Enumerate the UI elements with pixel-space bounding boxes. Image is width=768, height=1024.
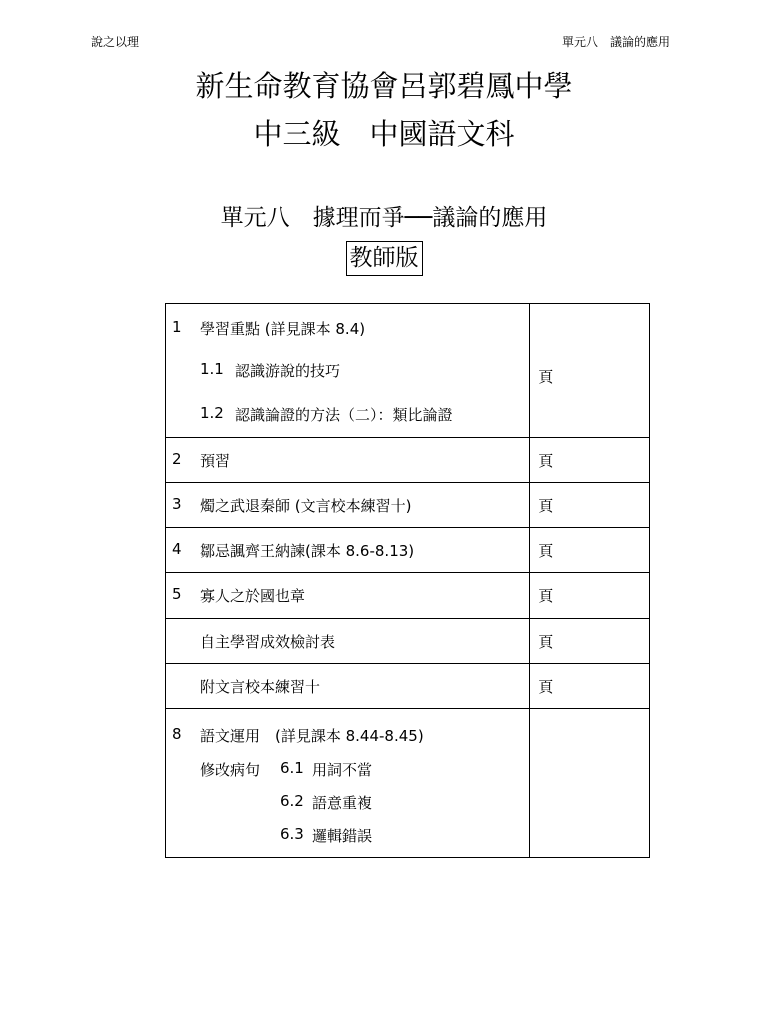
row-title: 語文運用 (詳見課本 8.44-8.45) [200,727,424,745]
sub-label: 修改病句 [200,761,261,779]
school-title: 新生命教育協會呂郭碧鳳中學 [195,69,573,103]
page-label: 頁 [538,587,554,605]
table-row [166,528,650,573]
table-row [166,619,650,664]
page-cell [530,304,650,438]
unit-title: 單元八 據理而爭──議論的應用 [220,205,548,231]
sub-text: 邏輯錯誤 [312,827,373,845]
page-cell [530,664,650,709]
row-title: 燭之武退秦師 (文言校本練習十) [200,497,412,515]
sub-number: 1.1 [200,360,224,378]
page-cell [530,483,650,528]
row-content [166,573,530,619]
row-title: 附文言校本練習十 [200,678,321,696]
row-number: 5 [172,585,182,603]
page-label: 頁 [538,678,554,696]
sub-number: 6.2 [280,792,304,810]
grade-subject-title: 中三級 中國語文科 [253,117,515,151]
page-cell [530,528,650,573]
row-number: 2 [172,450,182,468]
teacher-version-badge: 教師版 [346,241,423,276]
sub-number: 6.1 [280,759,304,777]
row-content [166,619,530,664]
row-number: 1 [172,318,182,336]
row-content [166,709,530,858]
row-number: 8 [172,725,182,743]
page-label: 頁 [538,542,554,560]
table-row [166,573,650,619]
row-title: 寡人之於國也章 [200,587,306,605]
sub-text: 語意重複 [312,794,373,812]
page-label: 頁 [538,497,554,515]
table-row [166,483,650,528]
page-cell [530,619,650,664]
page-label: 頁 [538,633,554,651]
contents-table [165,303,650,858]
page-cell [530,573,650,619]
row-content [166,304,530,438]
row-content [166,438,530,483]
table-row [166,664,650,709]
row-title: 鄒忌諷齊王納諫(課本 8.6-8.13) [200,542,415,560]
table-row [166,438,650,483]
sub-text: 用詞不當 [312,761,373,779]
badge-wrapper [0,241,768,276]
page-cell [530,709,650,858]
sub-text: 認識論證的方法（二）：類比論證 [235,406,453,424]
row-number: 4 [172,540,182,558]
row-content [166,483,530,528]
page-label: 頁 [538,452,554,470]
row-content [166,528,530,573]
header-right: 單元八 議論的應用 [561,35,670,49]
row-title: 預習 [200,452,231,470]
table-row [166,709,650,858]
row-title: 學習重點 (詳見課本 8.4) [200,320,366,338]
sub-number: 6.3 [280,825,304,843]
row-title: 自主學習成效檢討表 [200,633,336,651]
row-content [166,664,530,709]
sub-number: 1.2 [200,404,224,422]
sub-text: 認識游說的技巧 [235,362,341,380]
page-label: 頁 [538,368,554,386]
row-number: 3 [172,495,182,513]
header-left: 說之以理 [91,35,140,49]
table-row [166,304,650,438]
page-cell [530,438,650,483]
